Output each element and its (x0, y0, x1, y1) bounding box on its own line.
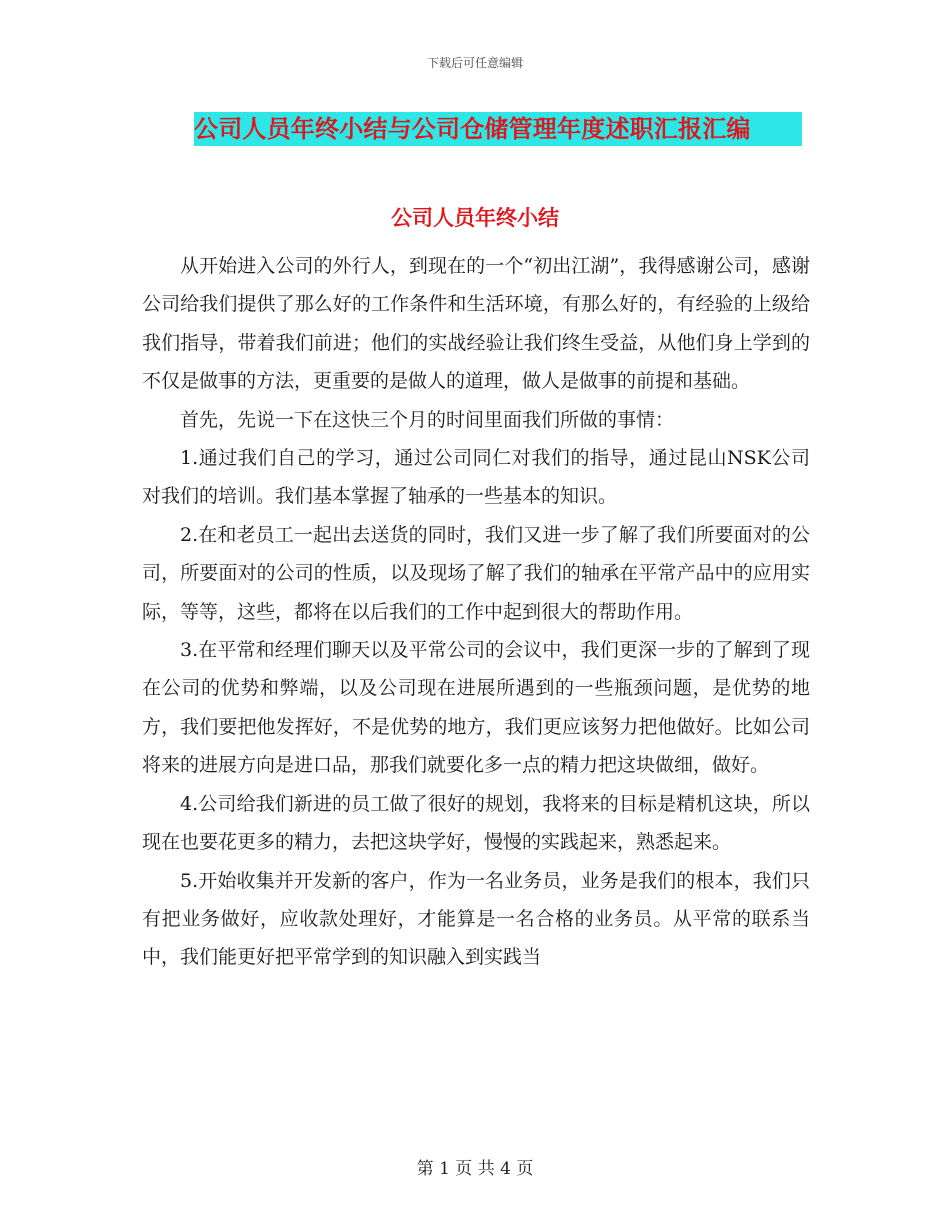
main-title: 公司人员年终小结与公司仓储管理年度述职汇报汇编 (194, 115, 751, 143)
list-item: 4.公司给我们新进的员工做了很好的规划，我将来的目标是精机这块，所以现在也要花更多的精力，去把这块学好，慢慢的实践起来，熟悉起来。 (142, 792, 810, 854)
list-item: 5.开始收集并开发新的客户，作为一名业务员，业务是我们的根本，我们只有把业务做好，应收款处理好，才能算是一名合格的业务员。从平常的联系当中，我们能更好把平常学到的知识融入到实践当 (142, 869, 810, 969)
list-item: 3.在平常和经理们聊天以及平常公司的会议中，我们更深一步的了解到了现在公司的优势和弊端，以及公司现在进展所遇到的一些瓶颈问题，是优势的地方，我们要把他发挥好，不是优势的地方，我们更应该努力把他做好。比如公司将来的进展方向是进口品，那我们就要化多一点的精力把这块做细，做好。 (142, 639, 810, 777)
paragraph: 从开始进入公司的外行人，到现在的一个“初出江湖”，我得感谢公司，感谢公司给我们提供了那么好的工作条件和生活环境，有那么好的，有经验的上级给我们指导，带着我们前进；他们的实战经验让我们终生受益，从他们身上学到的不仅是做事的方法，更重要的是做人的道理，做人是做事的前提和基础。 (142, 255, 810, 393)
document-body (142, 247, 810, 977)
page-footer: 第 1 页 共 4 页 (416, 1159, 534, 1179)
list-item: 2.在和老员工一起出去送货的同时，我们又进一步了解了我们所要面对的公司，所要面对的公司的性质，以及现场了解了我们的轴承在平常产品中的应用实际，等等，这些，都将在以后我们的工作中起到很大的帮助作用。 (142, 523, 810, 623)
header-note: 下载后可任意编辑 (426, 56, 523, 70)
list-item: 1.通过我们自己的学习，通过公司同仁对我们的指导，通过昆山NSK公司对我们的培训。我们基本掌握了轴承的一些基本的知识。 (142, 447, 810, 508)
main-title-highlight (194, 112, 802, 146)
section-title: 公司人员年终小结 (391, 206, 559, 230)
paragraph: 首先，先说一下在这快三个月的时间里面我们所做的事情： (180, 408, 675, 431)
